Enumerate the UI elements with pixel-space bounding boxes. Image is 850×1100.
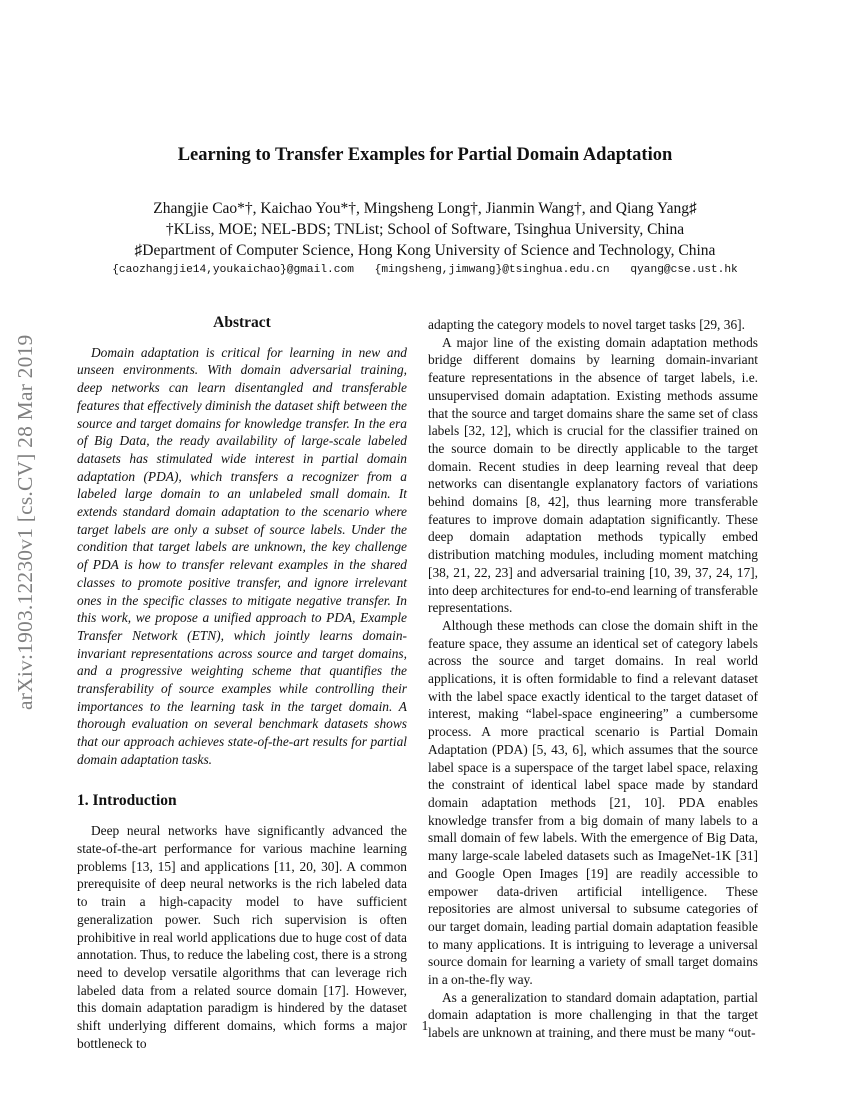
- left-column: [77, 314, 407, 1052]
- affiliation-2: ♯Department of Computer Science, Hong Kong University of Science and Technology, China: [134, 242, 716, 259]
- right-paragraph-2: Although these methods can close the domain shift in the feature space, they assume an identical set of category labels across the source and target domains. In real world applications, it is often formidable to find a relevant dataset with the label space exactly identical to the target dataset of interest, making “label-space engineering” a cumbersome process. A more practical scenario is Partial Domain Adaptation (PDA) [5, 43, 6], which assumes that the source label space is a superspace of the target label space, relaxing the constraint of identical label space made by standard domain adaptation methods [21, 10]. PDA enables knowledge transfer from a big domain of many labels to a small domain of few labels. With the emergence of Big Data, many large-scale labeled datasets such as ImageNet-1K [31] and Google Open Images [19] are readily accessible to empower data-driven artificial intelligence. These repositories are almost universal to subsume categories of our target domain, leading partial domain adaptation feasible to many applications. It is intriguing to leverage a universal source domain for learning a variety of small target domains in a on-the-fly way.: [428, 617, 758, 988]
- intro-paragraph-1: Deep neural networks have significantly advanced the state-of-the-art performance for various machine learning problems [13, 15] and applications [11, 20, 30]. A common prerequisite of deep neural networks is the rich labeled data to train a high-capacity model to have sufficient generalization power. Such rich supervision is often prohibitive in real world applications due to huge cost of data annotation. Thus, to reduce the labeling cost, there is a strong need to develop versatile algorithms that can leverage rich labeled data from a related source domain [17]. However, this domain adaptation paradigm is hindered by the dataset shift underlying different domains, which forms a major bottleneck to: [77, 823, 407, 1051]
- page-number: 1: [421, 1018, 429, 1033]
- right-paragraph-0: adapting the category models to novel target tasks [29, 36].: [428, 317, 745, 332]
- introduction-heading: 1. Introduction: [77, 791, 177, 809]
- email-3: qyang@cse.ust.hk: [630, 264, 738, 276]
- abstract-text: Domain adaptation is critical for learning in new and unseen environments. With domain adversarial training, deep networks can learn disentangled and transferable features that effectively diminish the dataset shift between the source and target domains for knowledge transfer. In the era of Big Data, the ready availability of large-scale labeled datasets has stimulated wide interest in partial domain adaptation (PDA), which transfers a recognizer from a labeled large domain to an unlabeled small domain. It extends standard domain adaptation to the scenario where target labels are only a subset of source labels. Under the condition that target labels are unknown, the key challenge of PDA is how to transfer relevant examples in the shared classes to promote positive transfer, and ignore irrelevant ones in the specific classes to mitigate negative transfer. In this work, we propose a unified approach to PDA, Example Transfer Network (ETN), which jointly learns domain-invariant representations across source and target domains, and a progressive weighting scheme that quantifies the transferability of source examples while controlling their importances to the learning task in the target domain. A thorough evaluation on several benchmark datasets shows that our approach achieves state-of-the-art results for partial domain adaptation tasks.: [77, 344, 407, 767]
- right-column: [428, 316, 758, 1042]
- email-2: {mingsheng,jimwang}@tsinghua.edu.cn: [374, 264, 610, 276]
- email-list: [0, 264, 850, 276]
- abstract-heading: Abstract: [213, 314, 271, 331]
- arxiv-stamp-text: arXiv:1903.12230v1 [cs.CV] 28 Mar 2019: [13, 334, 37, 710]
- email-1: {caozhangjie14,youkaichao}@gmail.com: [112, 264, 354, 276]
- right-paragraph-1: A major line of the existing domain adaptation methods bridge different domains by learning domain-invariant feature representations in the absence of target labels, i.e. unsupervised domain adaptation. Existing methods assume that the source and target domains share the same set of class labels [32, 12], which is crucial for the classifier trained on the source domain to be directly applicable to the target domain. Recent studies in deep learning reveal that deep networks can disentangle explanatory factors of variations behind domains [8, 42], thus learning more transferable features to improve domain adaptation significantly. These deep domain adaptation methods typically embed distribution matching modules, including moment matching [38, 21, 22, 23] and adversarial training [10, 39, 37, 24, 17], into deep architectures for end-to-end learning of transferable representations.: [428, 334, 758, 616]
- paper-title: Learning to Transfer Examples for Partial Domain Adaptation: [177, 145, 673, 165]
- right-paragraph-3: As a generalization to standard domain adaptation, partial domain adaptation is more challenging in that the target labels are unknown at training, and there must be many “out-: [428, 989, 758, 1041]
- author-list: Zhangjie Cao*†, Kaichao You*†, Mingsheng Long†, Jianmin Wang†, and Qiang Yang♯: [153, 200, 697, 217]
- arxiv-stamp: [3, 290, 47, 710]
- affiliation-1: †KLiss, MOE; NEL-BDS; TNList; School of Software, Tsinghua University, China: [165, 221, 685, 238]
